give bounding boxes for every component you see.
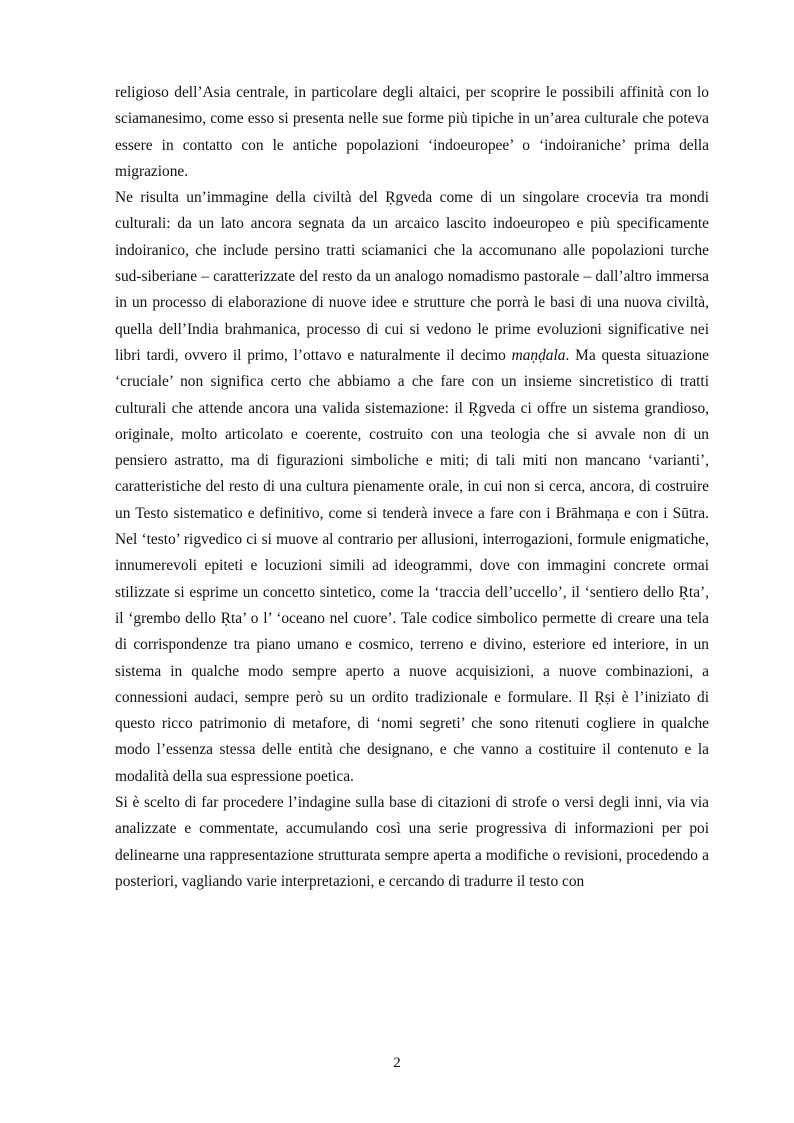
paragraph-3-text: Si è scelto di far procedere l’indagine sulla base di citazioni di strofe o versi degli inni, via via analizzate e commentate, accumulando così una serie progressiva di informazioni per poi delinearne una rappresentazione strutturata sempre aperta a modifiche o revisioni, procedendo a posteriori, vagliando varie interpretazioni, e cercando di tradurre il testo con: [115, 794, 709, 890]
paragraph-2: [115, 185, 709, 790]
paragraph-3: [115, 790, 709, 895]
paragraph-2-term-mandala: maṇḍala: [511, 346, 566, 364]
paragraph-1: [115, 80, 709, 185]
page-number: 2: [393, 1055, 401, 1071]
paragraph-2-text-a: Ne risulta un’immagine della civiltà del Ṛgveda come di un singolare crocevia tra mondi culturali: da un lato ancora segnata da un arcaico lascito indoeuropeo e più specificamente indoiranico, che include persino tratti sciamanici che la accomunano alle popolazioni turche sud-siberiane – caratterizzate del resto da un analogo nomadismo pastorale – dall’altro immersa in un processo di elaborazione di nuove idee e strutture che porrà le basi di una nuova civiltà, quella dell’India brahmanica, processo di cui si vedono le prime evoluzioni significative nei libri tardi, ovvero il primo, l’ottavo e naturalmente il decimo: [115, 189, 709, 364]
body-text: [115, 80, 709, 895]
paragraph-1-text: religioso dell’Asia centrale, in particolare degli altaici, per scoprire le possibili affinità con lo sciamanesimo, come esso si presenta nelle sue forme più tipiche in un’area culturale che poteva essere in contatto con le antiche popolazioni ‘indoeuropee’ o ‘indoiraniche’ prima della migrazione.: [115, 84, 709, 180]
paragraph-2-text-b: . Ma questa situazione ‘cruciale’ non significa certo che abbiamo a che fare con un insieme sincretistico di tratti culturali che attende ancora una valida sistemazione: il Ṛgveda ci offre un sistema grandioso, originale, molto articolato e coerente, costruito con una teologia che si avvale non di un pensiero astratto, ma di figurazioni simboliche e miti; di tali miti non mancano ‘varianti’, caratteristiche del resto di una cultura pienamente orale, in cui non si cerca, ancora, di costruire un Testo sistematico e definitivo, come si tenderà invece a fare con i Brāhmaṇa e con i Sūtra. Nel ‘testo’ rigvedico ci si muove al contrario per allusioni, interrogazioni, formule enigmatiche, innumerevoli epiteti e locuzioni simili ad ideogrammi, dove con immagini concrete ormai stilizzate si esprime un concetto sintetico, come la ‘traccia dell’uccello’, il ‘sentiero dello Ṛta’, il ‘grembo dello Ṛta’ o l’ ‘oceano nel cuore’. Tale codice simbolico permette di creare una tela di corrispondenze tra piano umano e cosmico, terreno e divino, esteriore ed interiore, in un sistema in qualche modo sempre aperto a nuove acquisizioni, a nuove combinazioni, a connessioni audaci, sempre però su un ordito tradizionale e formulare. Il Ṛṣi è l’iniziato di questo ricco patrimonio di metafore, di ‘nomi segreti’ che sono ritenuti cogliere in qualche modo l’essenza stessa delle entità che designano, e che vanno a costituire il contenuto e la modalità della sua espressione poetica.: [115, 346, 709, 785]
